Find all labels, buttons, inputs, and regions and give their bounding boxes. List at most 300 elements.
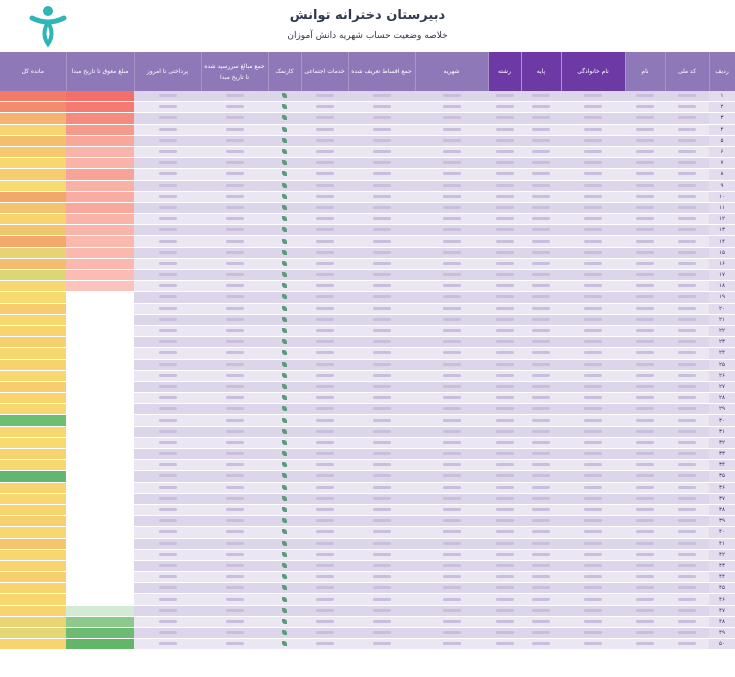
blurred-value	[316, 228, 334, 231]
blurred-value	[443, 530, 461, 533]
cell-family	[561, 415, 625, 426]
blurred-value	[584, 228, 602, 231]
blurred-value	[678, 542, 696, 545]
blurred-value	[316, 340, 334, 343]
blurred-value	[496, 530, 514, 533]
cell-family	[561, 113, 625, 124]
cell-services	[301, 225, 348, 236]
table-row[interactable]	[0, 527, 735, 538]
blurred-value	[496, 452, 514, 455]
table-row[interactable]	[0, 113, 735, 124]
cell-family	[561, 460, 625, 471]
blurred-value	[532, 273, 550, 276]
blurred-value	[316, 586, 334, 589]
cell-services	[301, 370, 348, 381]
blurred-value	[159, 161, 177, 164]
workbook-status-cell	[268, 583, 301, 594]
cell-tuition	[415, 516, 488, 527]
cell-code	[665, 314, 709, 325]
status-leaf-icon	[282, 261, 287, 266]
row-number: ۵	[709, 135, 735, 146]
table-row[interactable]	[0, 337, 735, 348]
cell-code	[665, 135, 709, 146]
status-leaf-icon	[282, 272, 287, 277]
row-number: ۱۵	[709, 247, 735, 258]
table-row[interactable]	[0, 225, 735, 236]
blurred-value	[496, 128, 514, 131]
table-row[interactable]	[0, 292, 735, 303]
total-balance-cell	[0, 560, 66, 571]
cell-sum_due	[201, 180, 268, 191]
table-row[interactable]	[0, 348, 735, 359]
blurred-value	[316, 240, 334, 243]
blurred-value	[316, 105, 334, 108]
cell-services	[301, 236, 348, 247]
table-row[interactable]	[0, 146, 735, 157]
cell-paid	[134, 124, 201, 135]
cell-installments	[348, 214, 415, 225]
table-row[interactable]	[0, 460, 735, 471]
cell-paid	[134, 449, 201, 460]
blurred-value	[373, 463, 391, 466]
table-row[interactable]	[0, 572, 735, 583]
cell-family	[561, 504, 625, 515]
cell-sum_due	[201, 135, 268, 146]
blurred-value	[373, 542, 391, 545]
table-row[interactable]	[0, 560, 735, 571]
cell-tuition	[415, 146, 488, 157]
table-row[interactable]	[0, 538, 735, 549]
cell-tuition	[415, 325, 488, 336]
table-row[interactable]	[0, 381, 735, 392]
cell-services	[301, 538, 348, 549]
status-leaf-icon	[282, 306, 287, 311]
cell-installments	[348, 605, 415, 616]
column-header-installments[interactable]: جمع اقساط تعریف شده	[348, 52, 415, 91]
cell-tuition	[415, 303, 488, 314]
cell-installments	[348, 370, 415, 381]
row-number: ۳۳	[709, 449, 735, 460]
cell-services	[301, 146, 348, 157]
cell-name	[625, 348, 665, 359]
cell-grade	[521, 605, 561, 616]
blurred-value	[159, 172, 177, 175]
total-balance-cell	[0, 348, 66, 359]
cell-services	[301, 393, 348, 404]
cell-name	[625, 180, 665, 191]
cell-family	[561, 404, 625, 415]
cell-family	[561, 281, 625, 292]
cell-name	[625, 292, 665, 303]
table-row[interactable]	[0, 415, 735, 426]
blurred-value	[443, 128, 461, 131]
cell-field	[488, 146, 521, 157]
status-leaf-icon	[282, 104, 287, 109]
cell-family	[561, 393, 625, 404]
blurred-value	[636, 519, 654, 522]
blurred-value	[159, 251, 177, 254]
cell-grade	[521, 325, 561, 336]
table-row[interactable]	[0, 404, 735, 415]
blurred-value	[443, 351, 461, 354]
cell-sum_due	[201, 381, 268, 392]
table-row[interactable]	[0, 504, 735, 515]
table-row[interactable]	[0, 549, 735, 560]
cell-code	[665, 281, 709, 292]
blurred-value	[316, 474, 334, 477]
cell-installments	[348, 158, 415, 169]
blurred-value	[226, 307, 244, 310]
blurred-value	[532, 452, 550, 455]
table-row[interactable]	[0, 325, 735, 336]
table-row[interactable]	[0, 426, 735, 437]
cell-tuition	[415, 549, 488, 560]
cell-family	[561, 102, 625, 113]
blurred-value	[678, 94, 696, 97]
cell-paid	[134, 292, 201, 303]
cell-name	[625, 628, 665, 639]
blurred-value	[532, 486, 550, 489]
table-row[interactable]	[0, 314, 735, 325]
cell-paid	[134, 270, 201, 281]
blurred-value	[316, 385, 334, 388]
blurred-value	[159, 609, 177, 612]
blurred-value	[496, 598, 514, 601]
overdue-amount-cell	[66, 348, 134, 359]
blurred-value	[159, 94, 177, 97]
total-balance-cell	[0, 504, 66, 515]
status-leaf-icon	[282, 597, 287, 602]
cell-paid	[134, 583, 201, 594]
cell-sum_due	[201, 270, 268, 281]
blurred-value	[226, 340, 244, 343]
blurred-value	[373, 329, 391, 332]
column-header-due[interactable]: مبلغ معوق تا تاریخ مبدا	[66, 52, 134, 91]
blurred-value	[373, 374, 391, 377]
cell-family	[561, 169, 625, 180]
cell-name	[625, 471, 665, 482]
cell-sum_due	[201, 549, 268, 560]
table-row[interactable]	[0, 583, 735, 594]
cell-tuition	[415, 337, 488, 348]
blurred-value	[584, 497, 602, 500]
cell-grade	[521, 202, 561, 213]
table-row[interactable]	[0, 124, 735, 135]
table-row[interactable]	[0, 202, 735, 213]
cell-code	[665, 359, 709, 370]
blurred-value	[678, 586, 696, 589]
cell-name	[625, 370, 665, 381]
blurred-value	[496, 273, 514, 276]
cell-name	[625, 281, 665, 292]
table-row[interactable]	[0, 169, 735, 180]
total-balance-cell	[0, 314, 66, 325]
status-leaf-icon	[282, 518, 287, 523]
row-number: ۲۰	[709, 303, 735, 314]
cell-installments	[348, 449, 415, 460]
blurred-value	[373, 172, 391, 175]
blurred-value	[496, 240, 514, 243]
workbook-status-cell	[268, 169, 301, 180]
blurred-value	[159, 396, 177, 399]
cell-code	[665, 449, 709, 460]
cell-field	[488, 415, 521, 426]
overdue-amount-cell	[66, 560, 134, 571]
blurred-value	[443, 116, 461, 119]
status-leaf-icon	[282, 350, 287, 355]
overdue-amount-cell	[66, 247, 134, 258]
blurred-value	[316, 519, 334, 522]
cell-grade	[521, 113, 561, 124]
blurred-value	[316, 295, 334, 298]
table-row[interactable]	[0, 605, 735, 616]
table-row[interactable]	[0, 158, 735, 169]
cell-name	[625, 225, 665, 236]
blurred-value	[636, 363, 654, 366]
table-row[interactable]	[0, 393, 735, 404]
cell-family	[561, 527, 625, 538]
cell-services	[301, 180, 348, 191]
status-leaf-icon	[282, 149, 287, 154]
cell-code	[665, 415, 709, 426]
blurred-value	[373, 598, 391, 601]
blurred-value	[496, 363, 514, 366]
overdue-amount-cell	[66, 359, 134, 370]
table-row[interactable]	[0, 236, 735, 247]
blurred-value	[373, 240, 391, 243]
column-header-paid[interactable]: پرداختی تا امروز	[134, 52, 201, 91]
cell-tuition	[415, 460, 488, 471]
column-header-total[interactable]: مانده کل	[0, 52, 66, 91]
overdue-amount-cell	[66, 381, 134, 392]
blurred-value	[496, 295, 514, 298]
cell-family	[561, 202, 625, 213]
cell-tuition	[415, 113, 488, 124]
status-leaf-icon	[282, 619, 287, 624]
blurred-value	[678, 407, 696, 410]
overdue-amount-cell	[66, 605, 134, 616]
cell-name	[625, 236, 665, 247]
blurred-value	[226, 385, 244, 388]
blurred-value	[532, 598, 550, 601]
column-header-tuition[interactable]: شهریه	[415, 52, 488, 91]
column-header-grade[interactable]: پایه	[521, 52, 561, 91]
blurred-value	[636, 94, 654, 97]
cell-field	[488, 370, 521, 381]
table-row[interactable]	[0, 616, 735, 627]
blurred-value	[584, 128, 602, 131]
status-leaf-icon	[282, 127, 287, 132]
cell-code	[665, 471, 709, 482]
cell-installments	[348, 426, 415, 437]
table-row[interactable]	[0, 247, 735, 258]
status-leaf-icon	[282, 608, 287, 613]
table-row[interactable]	[0, 281, 735, 292]
cell-grade	[521, 337, 561, 348]
cell-grade	[521, 102, 561, 113]
overdue-amount-cell	[66, 214, 134, 225]
blurred-value	[159, 486, 177, 489]
cell-services	[301, 303, 348, 314]
blurred-value	[584, 430, 602, 433]
blurred-value	[636, 217, 654, 220]
blurred-value	[159, 463, 177, 466]
cell-code	[665, 572, 709, 583]
blurred-value	[584, 206, 602, 209]
table-row[interactable]	[0, 639, 735, 650]
table-row[interactable]	[0, 359, 735, 370]
cell-family	[561, 303, 625, 314]
cell-field	[488, 549, 521, 560]
cell-code	[665, 482, 709, 493]
table-row[interactable]	[0, 102, 735, 113]
blurred-value	[373, 150, 391, 153]
table-row[interactable]	[0, 258, 735, 269]
workbook-status-cell	[268, 258, 301, 269]
workbook-status-cell	[268, 102, 301, 113]
column-header-name[interactable]: نام	[625, 52, 665, 91]
row-number: ۱۱	[709, 202, 735, 213]
cell-paid	[134, 102, 201, 113]
blurred-value	[373, 351, 391, 354]
table-row[interactable]	[0, 214, 735, 225]
cell-tuition	[415, 437, 488, 448]
cell-grade	[521, 549, 561, 560]
cell-sum_due	[201, 370, 268, 381]
cell-code	[665, 258, 709, 269]
cell-sum_due	[201, 449, 268, 460]
cell-code	[665, 247, 709, 258]
blurred-value	[636, 631, 654, 634]
cell-family	[561, 314, 625, 325]
cell-services	[301, 404, 348, 415]
blurred-value	[678, 161, 696, 164]
table-row[interactable]	[0, 270, 735, 281]
blurred-value	[443, 262, 461, 265]
cell-paid	[134, 471, 201, 482]
blurred-value	[373, 217, 391, 220]
status-leaf-icon	[282, 171, 287, 176]
total-balance-cell	[0, 158, 66, 169]
cell-services	[301, 572, 348, 583]
row-number: ۱۲	[709, 214, 735, 225]
blurred-value	[636, 642, 654, 645]
table-row[interactable]	[0, 516, 735, 527]
table-row[interactable]	[0, 471, 735, 482]
cell-field	[488, 594, 521, 605]
table-row[interactable]	[0, 180, 735, 191]
cell-code	[665, 169, 709, 180]
blurred-value	[532, 609, 550, 612]
table-row[interactable]	[0, 437, 735, 448]
table-row[interactable]	[0, 191, 735, 202]
total-balance-cell	[0, 449, 66, 460]
cell-installments	[348, 113, 415, 124]
column-header-services[interactable]: خدمات اجتماعی	[301, 52, 348, 91]
cell-installments	[348, 628, 415, 639]
cell-services	[301, 258, 348, 269]
column-header-field[interactable]: رشته	[488, 52, 521, 91]
overdue-amount-cell	[66, 594, 134, 605]
cell-family	[561, 605, 625, 616]
blurred-value	[316, 116, 334, 119]
cell-tuition	[415, 180, 488, 191]
cell-sum_due	[201, 605, 268, 616]
blurred-value	[496, 407, 514, 410]
cell-family	[561, 236, 625, 247]
table-row[interactable]	[0, 91, 735, 102]
table-row[interactable]	[0, 493, 735, 504]
blurred-value	[584, 553, 602, 556]
row-number: ۳۶	[709, 482, 735, 493]
blurred-value	[373, 128, 391, 131]
cell-family	[561, 225, 625, 236]
table-row[interactable]	[0, 449, 735, 460]
blurred-value	[226, 351, 244, 354]
cell-field	[488, 102, 521, 113]
blurred-value	[636, 463, 654, 466]
cell-code	[665, 393, 709, 404]
blurred-value	[584, 441, 602, 444]
workbook-status-cell	[268, 482, 301, 493]
table-row[interactable]	[0, 628, 735, 639]
blurred-value	[678, 329, 696, 332]
table-row[interactable]	[0, 594, 735, 605]
column-header-sum_due[interactable]: جمع مبالغ سررسید شده تا تاریخ مبدا	[201, 52, 268, 91]
total-balance-cell	[0, 169, 66, 180]
table-row[interactable]	[0, 135, 735, 146]
column-header-code[interactable]: کد ملی	[665, 52, 709, 91]
table-row[interactable]	[0, 482, 735, 493]
cell-tuition	[415, 594, 488, 605]
cell-paid	[134, 560, 201, 571]
cell-installments	[348, 527, 415, 538]
cell-sum_due	[201, 493, 268, 504]
blurred-value	[532, 161, 550, 164]
column-header-family[interactable]: نام خانوادگی	[561, 52, 625, 91]
cell-code	[665, 325, 709, 336]
overdue-amount-cell	[66, 270, 134, 281]
blurred-value	[678, 318, 696, 321]
blurred-value	[159, 318, 177, 321]
cell-grade	[521, 493, 561, 504]
table-row[interactable]	[0, 303, 735, 314]
column-header-workbook[interactable]: کارنمک	[268, 52, 301, 91]
overdue-amount-cell	[66, 639, 134, 650]
cell-name	[625, 303, 665, 314]
workbook-status-cell	[268, 325, 301, 336]
cell-installments	[348, 102, 415, 113]
table-row[interactable]	[0, 370, 735, 381]
cell-code	[665, 102, 709, 113]
blurred-value	[678, 128, 696, 131]
column-header-row[interactable]: ردیف	[709, 52, 735, 91]
total-balance-cell	[0, 247, 66, 258]
workbook-status-cell	[268, 236, 301, 247]
blurred-value	[226, 407, 244, 410]
cell-installments	[348, 572, 415, 583]
blurred-value	[584, 217, 602, 220]
cell-tuition	[415, 493, 488, 504]
cell-code	[665, 381, 709, 392]
cell-tuition	[415, 381, 488, 392]
blurred-value	[159, 273, 177, 276]
blurred-value	[532, 430, 550, 433]
cell-field	[488, 135, 521, 146]
cell-installments	[348, 348, 415, 359]
blurred-value	[678, 497, 696, 500]
workbook-status-cell	[268, 359, 301, 370]
